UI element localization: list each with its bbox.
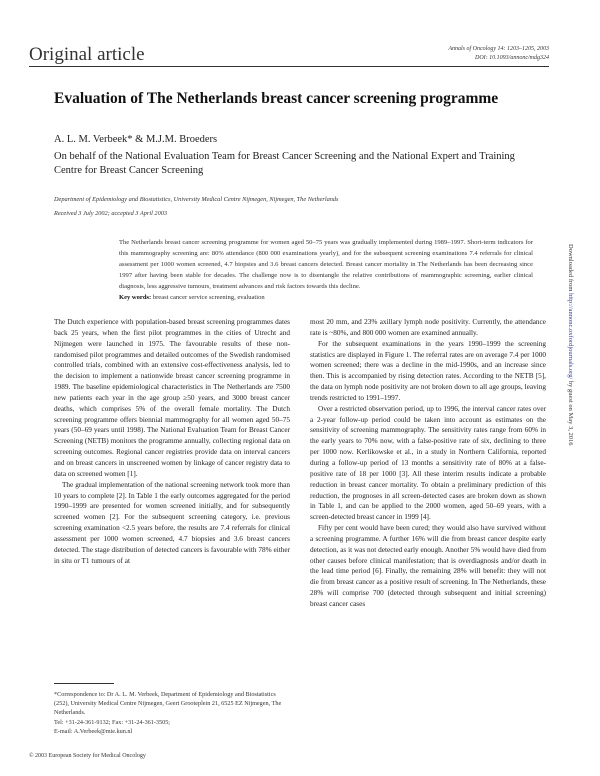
download-watermark — [567, 244, 574, 744]
journal-issue: Annals of Oncology 14: 1203–1205, 2003 — [448, 46, 549, 52]
keywords-label: Key words: — [119, 294, 152, 302]
abstract — [119, 237, 533, 304]
correspondence-address: *Correspondence to: Dr A. L. M. Verbeek, Department of Epidemiology and Biostatistics (252), University Medical Centre Nijmegen, Geert Grooteplein 21, 6525 EZ Nijmegen, The Netherlands. — [54, 691, 282, 717]
paragraph: most 20 mm, and 23% axillary lymph node positivity. Currently, the attendance rate is ~80%, and 800 000 women are examined annually. — [310, 318, 546, 337]
journal-citation — [448, 45, 549, 63]
copyright: © 2003 European Society for Medical Oncology — [29, 753, 146, 759]
journal-link[interactable]: http://annonc.oxfordjournals.org/ — [567, 293, 574, 380]
correspondence-phone: Tel: +31-24-361-9132; Fax: +31-24-361-3505; — [54, 718, 171, 726]
abstract-text: The Netherlands breast cancer screening programme for women aged 50–75 years was gradually implemented during 1989–1997. Short-term indicators for this mammography screening are: 80% attendance (800 000 examinations yearly), and for the subsequent screening examinations 7.4 referrals for clinical assessment per 1000 women screened, 4.7 biopsies and 3.6 breast cancers detected. Breast cancer mortality in The Netherlands has been decreasing since 1997 after having been stable for decades. The challenge now is to disentangle the relative contributions of mammographic screening, earlier clinical diagnosis, less aggressive tumours, treatment advances and risk factors towards this decline. — [119, 239, 533, 291]
footnote-divider — [54, 683, 114, 684]
correspondence-footnote — [54, 690, 290, 736]
on-behalf-statement: On behalf of the National Evaluation Team for Breast Cancer Screening and the National Expert and Training Centre for Breast Cancer Screening — [54, 151, 515, 176]
affiliation: Department of Epidemiology and Biostatistics, University Medical Centre Nijmegen, Nijmegen, The Netherlands — [54, 196, 339, 203]
paragraph: Fifty per cent would have been cured; they would also have survived without a screening programme. A further 16% will die from breast cancer despite early detection, as it was not detected early enough. Another 5% would have died from other causes before clinical manifestation; that is overdiagnosis and/or death in the lead time period [6]. Finally, the remaining 28% will benefit: they will not die from breast cancer as a positive result of screening. In The Netherlands, these 28% will comprise 700 (detected through subsequent and initial screening) breast cancer cases — [310, 524, 546, 608]
journal-doi: DOI: 10.1093/annonc/mdg324 — [475, 55, 549, 61]
paragraph: Over a restricted observation period, up to 1996, the interval cancer rates over a 2-year follow-up period could be taken into account as estimates on the sensitivity of screening mammography. The sensitivity rates range from 60% in the early years to 70% now, with a false-positive rate of six, declining to three per 1000 now. Kerlikowske et al., in a study in Northern California, reported during a follow-up period of 13 months a sensitivity rate of 80% at a false-positive rate of 18 per 1000 [3]. All these interim results indicate a probable reduction in breast cancer mortality. To obtain a preliminary prediction of this reduction, the prognoses in all screen-detected cases are broken down as shown in Table 1, and can be applied to the 2000 women, aged 50–69 years, with a screen-detected breast cancer in 1999 [4]. — [310, 404, 546, 522]
header-divider — [29, 66, 549, 67]
received-dates: Received 3 July 2002; accepted 3 April 2003 — [54, 210, 168, 217]
body-column-right — [310, 317, 546, 610]
paragraph: For the subsequent examinations in the years 1990–1999 the screening statistics are displayed in Figure 1. The referral rates are on average 7.4 per 1000 women screened; there was a decline in the mid-1990s, and an increase since then. This is accompanied by rising detection rates. According to the NETB [5], the data on lymph node positivity are not broken down to all age groups, leaving trends restricted to 1991–1997. — [310, 339, 546, 402]
keywords — [119, 292, 533, 303]
download-suffix: by guest on May 3, 2016 — [567, 379, 574, 446]
section-label: Original article — [29, 44, 145, 65]
article-authors: A. L. M. Verbeek* & M.J.M. Broeders — [54, 134, 218, 145]
paragraph: The gradual implementation of the national screening network took more than 10 years to complete [2]. In Table 1 the early outcomes aggregated for the period 1990–1999 are presented for women screened initially, and for subsequently screened women [2]. For the subsequent screening category, i.e. previous screening examination <2.5 years before, the results are 7.4 referrals for clinical assessment per 1000 women screened, 4.7 biopsies and 3.6 breast cancers detected. The stage distribution of detected cancers is favourable with 78% either in situ or T1 tumours of at — [54, 480, 290, 565]
paragraph: The Dutch experience with population-based breast screening programmes dates back 25 years, when the first pilot programmes in the cities of Utrecht and Nijmegen were launched in 1975. The favourable results of these non-randomised pilot programmes and detailed outcomes of the Swedish randomised controlled trials, combined with an extensive cost-effectiveness analysis, led to the decision to implement a nationwide breast cancer screening programme in 1989. The baseline epidemiological characteristics in The Netherlands are 7500 new patients each year in the age group ≥50 years, and 3000 breast cancer deaths, which comprises 5% of the overall female mortality. The Dutch screening programme offers biennial mammography for all women aged 50–75 years (50–69 years until 1998). The National Evaluation Team for Breast Cancer Screening (NETB) monitors the programme annually, collecting regional data on screening outcomes. Regional cancer registries provide data on interval cancers and on breast cancers in unscreened women by linkage of cancer registry data to data on screened women [1]. — [54, 318, 290, 478]
download-prefix: Downloaded from — [567, 244, 574, 294]
body-column-left — [54, 317, 290, 566]
article-title: Evaluation of The Netherlands breast cancer screening programme — [54, 90, 499, 107]
correspondence-email[interactable]: E-mail: A.Verbeek@mie.kun.nl — [54, 727, 133, 735]
keywords-list: breast cancer service screening, evaluation — [152, 294, 265, 302]
